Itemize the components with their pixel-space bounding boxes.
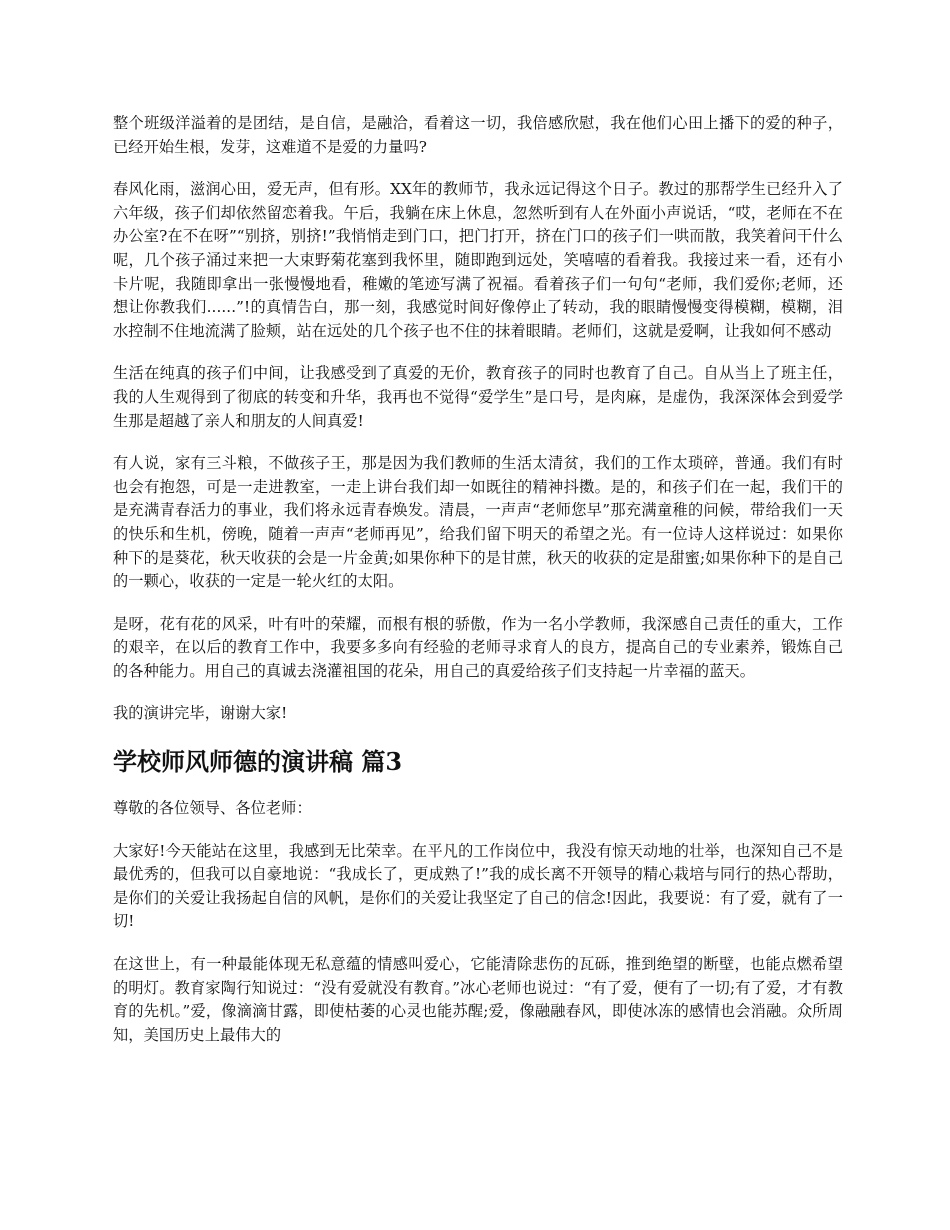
paragraph-4: 有人说，家有三斗粮，不做孩子王，那是因为我们教师的生活太清贫，我们的工作太琐碎，普通。我们有时也会有抱怨，可是一走进教室，一走上讲台我们却一如既往的精神抖擞。是的，和孩子们在一起，我们干的是充满青春活力的事业，我们将永远青春焕发。清晨，一声声“老师您早”那充满童稚的问候，带给我们一天的快乐和生机，傍晚，随着一声声“老师再见”，给我们留下明天的希望之光。有一位诗人这样说过：如果你种下的是葵花，秋天收获的会是一片金黄;如果你种下的是甘蔗，秋天的收获的定是甜蜜;如果你种下的是自己的一颗心，收获的一定是一轮火红的太阳。 [113,454,843,591]
paragraph-1: 整个班级洋溢着的是团结，是自信，是融洽，看着这一切，我倍感欣慰，我在他们心田上播下的爱的种子，已经开始生根，发芽，这难道不是爱的力量吗? [113,114,843,156]
paragraph-5: 是呀，花有花的风采，叶有叶的荣耀，而根有根的骄傲，作为一名小学教师，我深感自己责任的重大，工作的艰辛，在以后的教育工作中，我要多多向有经验的老师寻求育人的良方，提高自己的专业素养，锻炼自己的各种能力。用自己的真诚去浇灌祖国的花朵，用自己的真爱给孩子们支持起一片幸福的蓝天。 [113,614,843,680]
document-page [113,112,843,1066]
paragraph-3: 生活在纯真的孩子们中间，让我感受到了真爱的无价，教育孩子的同时也教育了自己。自从当上了班主任，我的人生观得到了彻底的转变和升华，我再也不觉得“爱学生”是口号，是肉麻，是虚伪，我深深体会到爱学生那是超越了亲人和朋友的人间真爱! [113,364,843,430]
paragraph-2: 春风化雨，滋润心田，爱无声，但有形。XX年的教师节，我永远记得这个日子。教过的那帮学生已经升入了六年级，孩子们却依然留恋着我。午后，我躺在床上休息，忽然听到有人在外面小声说话，“哎，老师在不在办公室?在不在呀”“别挤，别挤!”我悄悄走到门口，把门打开，挤在门口的孩子们一哄而散，我笑着问干什么呢，几个孩子涌过来把一大束野菊花塞到我怀里，随即跑到远处，笑嘻嘻的看着我。我接过来一看，还有小卡片呢，我随即拿出一张慢慢地看，稚嫩的笔迹写满了祝福。看着孩子们一句句“老师，我们爱你;老师，还想让你教我们......”!的真情告白，那一刻，我感觉时间好像停止了转动，我的眼睛慢慢变得模糊，模糊，泪水控制不住地流满了脸颊，站在远处的几个孩子也不住的抹着眼睛。老师们，这就是爱啊，让我如何不感动 [113,180,843,340]
paragraph-7: 大家好!今天能站在这里，我感到无比荣幸。在平凡的工作岗位中，我没有惊天动地的壮举，也深知自己不是最优秀的，但我可以自豪地说：“我成长了，更成熟了!”我的成长离不开领导的精心栽培与同行的热心帮助，是你们的关爱让我扬起自信的风帆，是你们的关爱让我坚定了自己的信念!因此，我要说：有了爱，就有了一切! [113,841,843,931]
paragraph-8: 在这世上，有一种最能体现无私意蕴的情感叫爱心，它能清除悲伤的瓦砾，推到绝望的断壁，也能点燃希望的明灯。教育家陶行知说过：“没有爱就没有教育。”冰心老师也说过：“有了爱，便有了一切;有了爱，才有教育的先机。”爱，像滴滴甘露，即使枯萎的心灵也能苏醒;爱，像融融春风，即使冰冻的感情也会消融。众所周知，美国历史上最伟大的 [113,955,843,1044]
section-heading: 学校师风师德的演讲稿 篇3 [113,747,403,777]
salutation: 尊敬的各位领导、各位老师： [113,799,312,818]
paragraph-6: 我的演讲完毕，谢谢大家! [113,704,288,723]
